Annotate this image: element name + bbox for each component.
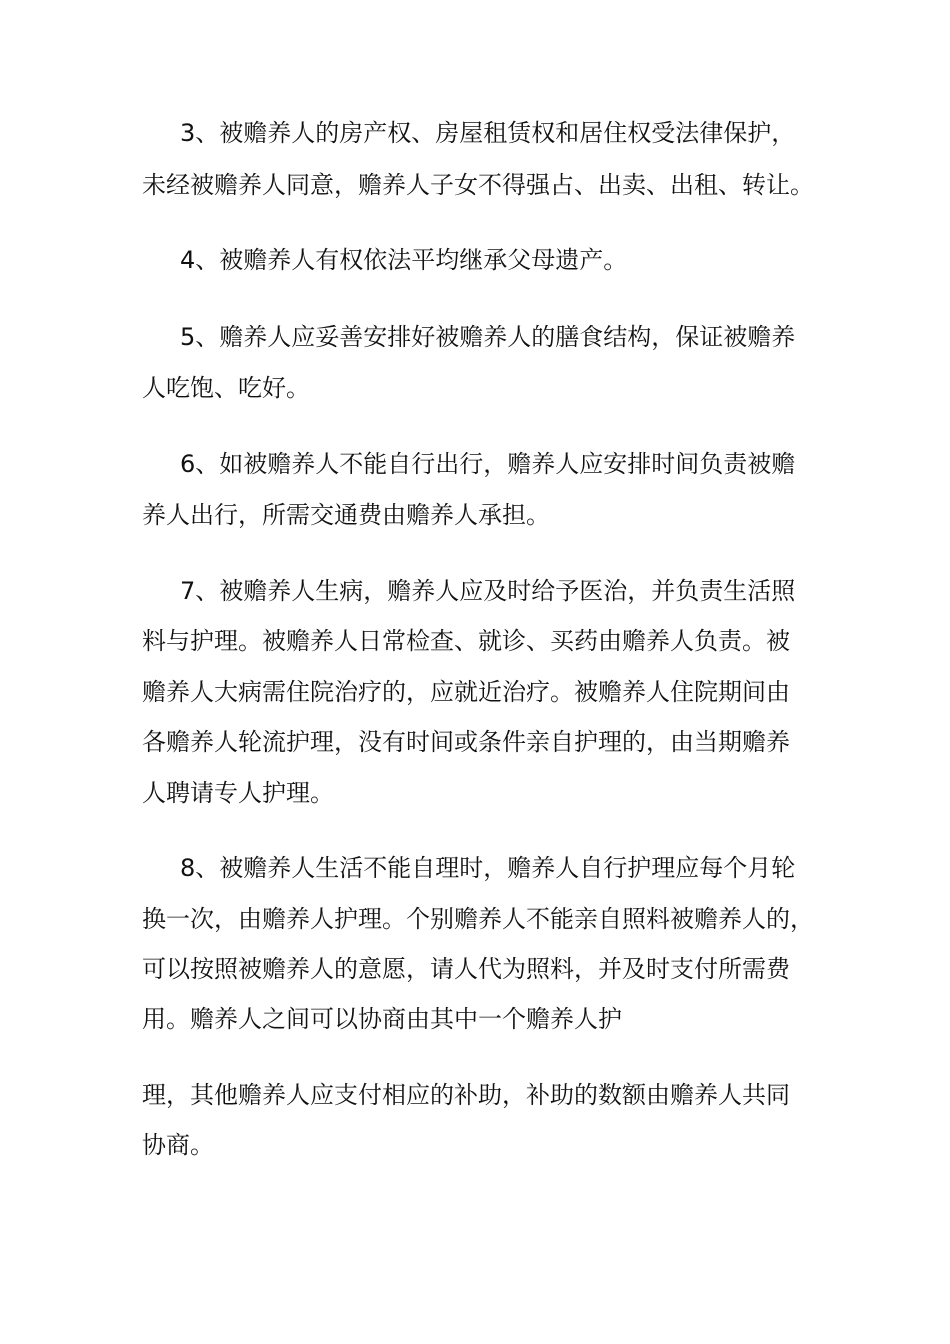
paragraph-line: 可以按照被赡养人的意愿，请人代为照料，并及时支付所需费 bbox=[142, 955, 790, 983]
paragraph-line: 6、如被赡养人不能自行出行，赡养人应安排时间负责被赡 bbox=[180, 450, 796, 478]
paragraph-line: 换一次，由赡养人护理。个别赡养人不能亲自照料被赡养人的， bbox=[142, 905, 814, 933]
paragraph-line: 4、被赡养人有权依法平均继承父母遗产。 bbox=[180, 246, 628, 274]
paragraph-line: 7、被赡养人生病，赡养人应及时给予医治，并负责生活照 bbox=[180, 577, 796, 605]
paragraph-line: 赡养人大病需住院治疗的，应就近治疗。被赡养人住院期间由 bbox=[142, 678, 790, 706]
paragraph-line: 未经被赡养人同意，赡养人子女不得强占、出卖、出租、转让。 bbox=[142, 171, 814, 199]
paragraph-line: 3、被赡养人的房产权、房屋租赁权和居住权受法律保护， bbox=[180, 119, 796, 147]
paragraph-line: 料与护理。被赡养人日常检查、就诊、买药由赡养人负责。被 bbox=[142, 627, 790, 655]
paragraph-line: 养人出行，所需交通费由赡养人承担。 bbox=[142, 501, 550, 529]
paragraph-line: 协商。 bbox=[142, 1131, 214, 1159]
paragraph-line: 用。赡养人之间可以协商由其中一个赡养人护 bbox=[142, 1005, 622, 1033]
paragraph-line: 人吃饱、吃好。 bbox=[142, 374, 310, 402]
paragraph-line: 理，其他赡养人应支付相应的补助，补助的数额由赡养人共同 bbox=[142, 1081, 790, 1109]
paragraph-line: 各赡养人轮流护理，没有时间或条件亲自护理的，由当期赡养 bbox=[142, 728, 790, 756]
paragraph-line: 人聘请专人护理。 bbox=[142, 779, 334, 807]
paragraph-line: 8、被赡养人生活不能自理时，赡养人自行护理应每个月轮 bbox=[180, 854, 796, 882]
paragraph-line: 5、赡养人应妥善安排好被赡养人的膳食结构，保证被赡养 bbox=[180, 323, 796, 351]
